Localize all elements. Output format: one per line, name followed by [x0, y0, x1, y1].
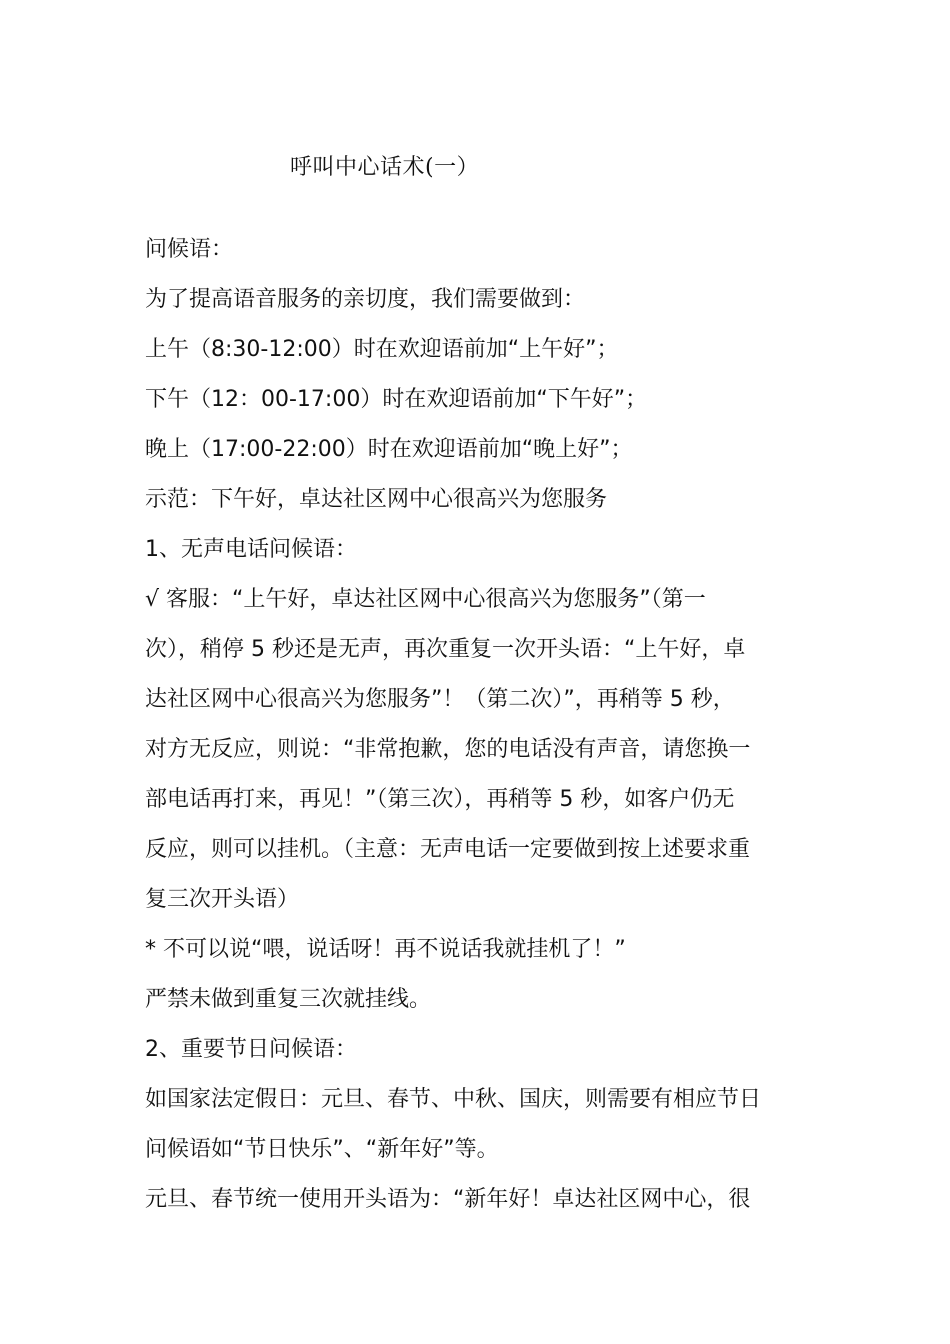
paragraph-line: 复三次开头语）: [145, 887, 300, 912]
paragraph-line: 部电话再打来，再见！”（第三次），再稍等 5 秒，如客户仍无: [145, 787, 735, 812]
paragraph-line: 严禁未做到重复三次就挂线。: [145, 987, 432, 1012]
paragraph-line: 示范：下午好，卓达社区网中心很高兴为您服务: [145, 487, 608, 512]
section-heading: 1、无声电话问候语：: [145, 537, 357, 562]
paragraph-line: * 不可以说“喂，说话呀！再不说话我就挂机了！”: [145, 937, 626, 962]
paragraph-line: 问候语如“节日快乐”、“新年好”等。: [145, 1137, 499, 1162]
section-heading: 2、重要节日问候语：: [145, 1037, 357, 1062]
document-title: 呼叫中心话术(一）: [290, 155, 480, 180]
paragraph-line: 元旦、春节统一使用开头语为：“新年好！卓达社区网中心，很: [145, 1187, 751, 1212]
paragraph-line: 次），稍停 5 秒还是无声，再次重复一次开头语：“上午好，卓: [145, 637, 746, 662]
paragraph-line: √ 客服：“上午好，卓达社区网中心很高兴为您服务”（第一: [145, 587, 706, 612]
paragraph-line: 上午（8:30-12:00）时在欢迎语前加“上午好”；: [145, 337, 619, 362]
document-body: [145, 225, 810, 1225]
paragraph-line: 对方无反应，则说：“非常抱歉，您的电话没有声音，请您换一: [145, 737, 751, 762]
paragraph-line: 反应，则可以挂机。（主意：无声电话一定要做到按上述要求重: [145, 837, 751, 862]
greeting-heading: 问候语：: [145, 237, 234, 262]
paragraph-line: 为了提高语音服务的亲切度，我们需要做到：: [145, 287, 586, 312]
paragraph-line: 晚上（17:00-22:00）时在欢迎语前加“晚上好”；: [145, 437, 633, 462]
paragraph-line: 如国家法定假日：元旦、春节、中秋、国庆，则需要有相应节日: [145, 1087, 762, 1112]
paragraph-line: 达社区网中心很高兴为您服务”！（第二次）”，再稍等 5 秒，: [145, 687, 735, 712]
paragraph-line: 下午（12：00-17:00）时在欢迎语前加“下午好”；: [145, 387, 648, 412]
